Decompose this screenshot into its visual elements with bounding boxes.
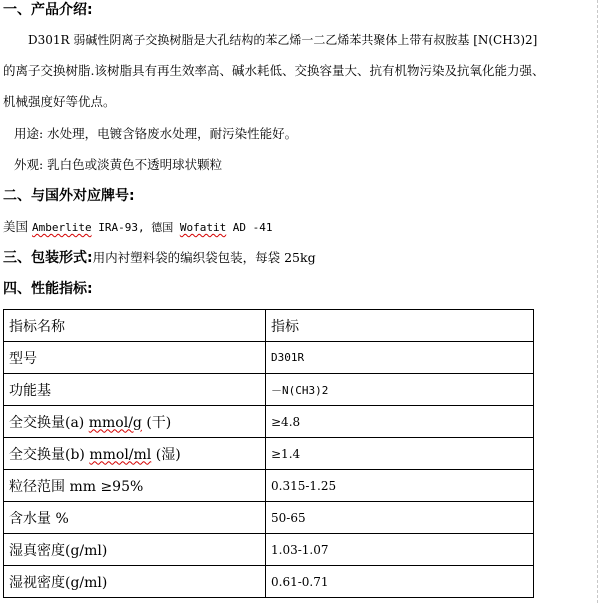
row-name: 粒径范围 mm ≥95% [4, 470, 266, 502]
table-row [4, 566, 534, 598]
usage-line: 用途: 水处理，电镀含铬废水处理，耐污染性能好。 [14, 126, 298, 141]
section-heading-specs: 四、性能指标: [3, 281, 93, 297]
table-row [4, 470, 534, 502]
section-heading-packing: 三、包装形式: [3, 250, 93, 266]
equiv-mid: IRA-93, 德国 [91, 221, 180, 234]
packing-text: 用内衬塑料袋的编织袋包装，每袋 25kg [92, 250, 316, 265]
row-name: 湿视密度(g/ml) [4, 566, 266, 598]
row-name: 功能基 [4, 374, 266, 406]
equiv-prefix: 美国 [3, 219, 32, 234]
appearance-line: 外观: 乳白色或淡黄色不透明球状颗粒 [14, 157, 223, 172]
row-name: 含水量 % [4, 502, 266, 534]
row-value: －N(CH3)2 [266, 374, 534, 406]
row-name-post: (湿) [151, 446, 181, 463]
row-value: 50-65 [266, 502, 534, 534]
row-value: 1.03-1.07 [266, 534, 534, 566]
equiv-brand-wofatit: Wofatit [179, 221, 227, 234]
table-row [4, 374, 534, 406]
section-heading-intro: 一、产品介绍: [3, 2, 93, 18]
row-name: 型号 [4, 342, 266, 374]
row-name-pre: 全交换量(a) [9, 414, 89, 431]
intro-paragraph-line-1: D301R 弱碱性阴离子交换树脂是大孔结构的苯乙烯一二乙烯苯共聚体上带有叔胺基 [N(CH3)2] [28, 33, 538, 47]
row-name: 湿真密度(g/ml) [4, 534, 266, 566]
row-name [4, 406, 266, 438]
row-name-post: (干) [141, 414, 172, 431]
packing-line [3, 249, 316, 267]
section-heading-equivalents: 二、与国外对应牌号: [3, 188, 135, 204]
equiv-suffix: AD -41 [226, 221, 273, 234]
equiv-brand-amberlite: Amberlite [31, 221, 92, 234]
table-row [4, 438, 534, 470]
row-value: 0.315-1.25 [266, 470, 534, 502]
intro-paragraph-line-2: 的离子交换树脂.该树脂具有再生效率高、碱水耗低、交换容量大、抗有机物污染及抗氧化能力强、 [3, 63, 545, 78]
table-header-name: 指标名称 [4, 310, 266, 342]
row-value: ≥4.8 [266, 406, 534, 438]
row-name-pre: 全交换量(b) [9, 446, 90, 463]
row-value: ≥1.4 [266, 438, 534, 470]
table-row [4, 534, 534, 566]
spec-table [3, 309, 534, 598]
row-name [4, 438, 266, 470]
table-row [4, 502, 534, 534]
table-header-row [4, 310, 534, 342]
row-value: D301R [266, 342, 534, 374]
page-edge-guide [597, 0, 598, 603]
row-name-unit: mmol/ml [89, 446, 152, 463]
equivalents-line [3, 219, 273, 236]
table-header-value: 指标 [266, 310, 534, 342]
table-row [4, 342, 534, 374]
row-name-unit: mmol/g [88, 414, 142, 431]
row-value: 0.61-0.71 [266, 566, 534, 598]
intro-paragraph-line-3: 机械强度好等优点。 [3, 94, 116, 109]
table-row [4, 406, 534, 438]
